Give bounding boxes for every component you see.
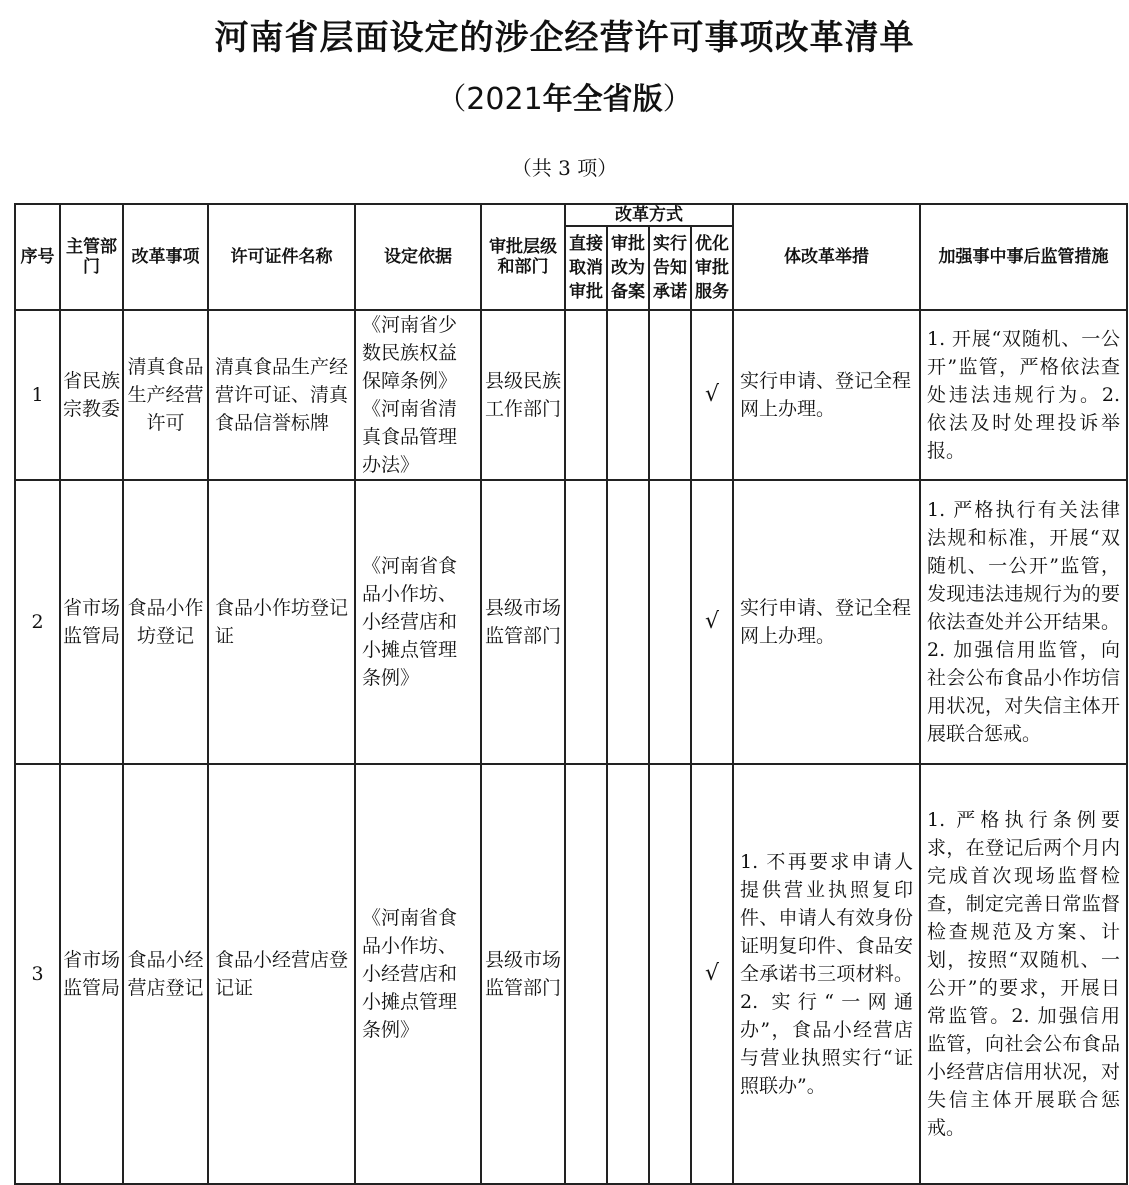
row-basis: 《河南省食品小作坊、小经营店和小摊点管理条例》 [355, 480, 481, 764]
row-basis: 《河南省少数民族权益保障条例》《河南省清真食品管理办法》 [355, 310, 481, 480]
header-seq: 序号 [15, 204, 60, 310]
row-approval: 县级民族工作部门 [481, 310, 565, 480]
header-permit: 许可证件名称 [208, 204, 355, 310]
row-approval: 县级市场监管部门 [481, 480, 565, 764]
header-basis: 设定依据 [355, 204, 481, 310]
page-title: 河南省层面设定的涉企经营许可事项改革清单 [214, 18, 915, 58]
row-mode-optimize-check: √ [691, 480, 733, 764]
header-mode-filing: 审批改为备案 [607, 226, 649, 310]
row-mode-optimize-check: √ [691, 764, 733, 1184]
row-item: 清真食品生产经营许可 [123, 310, 208, 480]
header-mode-cancel: 直接取消审批 [565, 226, 607, 310]
table-row [15, 480, 1127, 764]
subtitle-open: （2021 [436, 82, 543, 117]
item-count: （共 3 项） [511, 156, 618, 180]
row-supervision: 1. 严格执行有关法律法规和标准，开展“双随机、一公开”监管，发现违法违规行为的要依法查处并公开结果。2. 加强信用监管，向社会公布食品小作坊信用状况，对失信主体开展联合惩戒。 [920, 480, 1127, 764]
row-measures: 1. 不再要求申请人提供营业执照复印件、申请人有效身份证明复印件、食品安全承诺书三项材料。2. 实行“一网通办”，食品小经营店与营业执照实行“证照联办”。 [733, 764, 920, 1184]
row-mode-cancel [565, 764, 607, 1184]
row-mode-filing [607, 480, 649, 764]
header-supervision: 加强事中事后监管措施 [920, 204, 1127, 310]
header-dept: 主管部门 [60, 204, 123, 310]
row-dept: 省市场监管局 [60, 480, 123, 764]
row-mode-optimize-check: √ [691, 310, 733, 480]
row-basis: 《河南省食品小作坊、小经营店和小摊点管理条例》 [355, 764, 481, 1184]
row-item: 食品小经营店登记 [123, 764, 208, 1184]
row-mode-commitment [649, 764, 691, 1184]
row-permit: 清真食品生产经营许可证、清真食品信誉标牌 [208, 310, 355, 480]
row-dept: 省市场监管局 [60, 764, 123, 1184]
header-item: 改革事项 [123, 204, 208, 310]
row-supervision: 1. 严格执行条例要求，在登记后两个月内完成首次现场监督检查，制定完善日常监督检查规范及方案、计划，按照“双随机、一公开”的要求，开展日常监管。2. 加强信用监管，向社会公布食品小经营店信用状况，对失信主体开展联合惩戒。 [920, 764, 1127, 1184]
row-mode-commitment [649, 310, 691, 480]
header-approval: 审批层级和部门 [481, 204, 565, 310]
row-mode-filing [607, 310, 649, 480]
page-subtitle [0, 74, 1129, 118]
row-measures: 实行申请、登记全程网上办理。 [733, 480, 920, 764]
row-mode-filing [607, 764, 649, 1184]
row-permit: 食品小作坊登记证 [208, 480, 355, 764]
row-item: 食品小作坊登记 [123, 480, 208, 764]
header-measures: 体改革举措 [733, 204, 920, 310]
table-row [15, 764, 1127, 1184]
reform-list-table [14, 203, 1128, 1185]
row-seq: 3 [15, 764, 60, 1184]
header-mode-group: 改革方式 [565, 204, 733, 226]
row-measures: 实行申请、登记全程网上办理。 [733, 310, 920, 480]
row-seq: 2 [15, 480, 60, 764]
row-dept: 省民族宗教委 [60, 310, 123, 480]
header-mode-optimize: 优化审批服务 [691, 226, 733, 310]
row-mode-cancel [565, 480, 607, 764]
header-mode-commitment: 实行告知承诺 [649, 226, 691, 310]
subtitle-close: ） [662, 82, 693, 117]
row-supervision: 1. 开展“双随机、一公开”监管，严格依法查处违法违规行为。2. 依法及时处理投诉举报。 [920, 310, 1127, 480]
table-row [15, 310, 1127, 480]
subtitle-bold: 年全省版 [542, 82, 663, 117]
row-seq: 1 [15, 310, 60, 480]
row-mode-cancel [565, 310, 607, 480]
row-permit: 食品小经营店登记证 [208, 764, 355, 1184]
row-mode-commitment [649, 480, 691, 764]
row-approval: 县级市场监管部门 [481, 764, 565, 1184]
